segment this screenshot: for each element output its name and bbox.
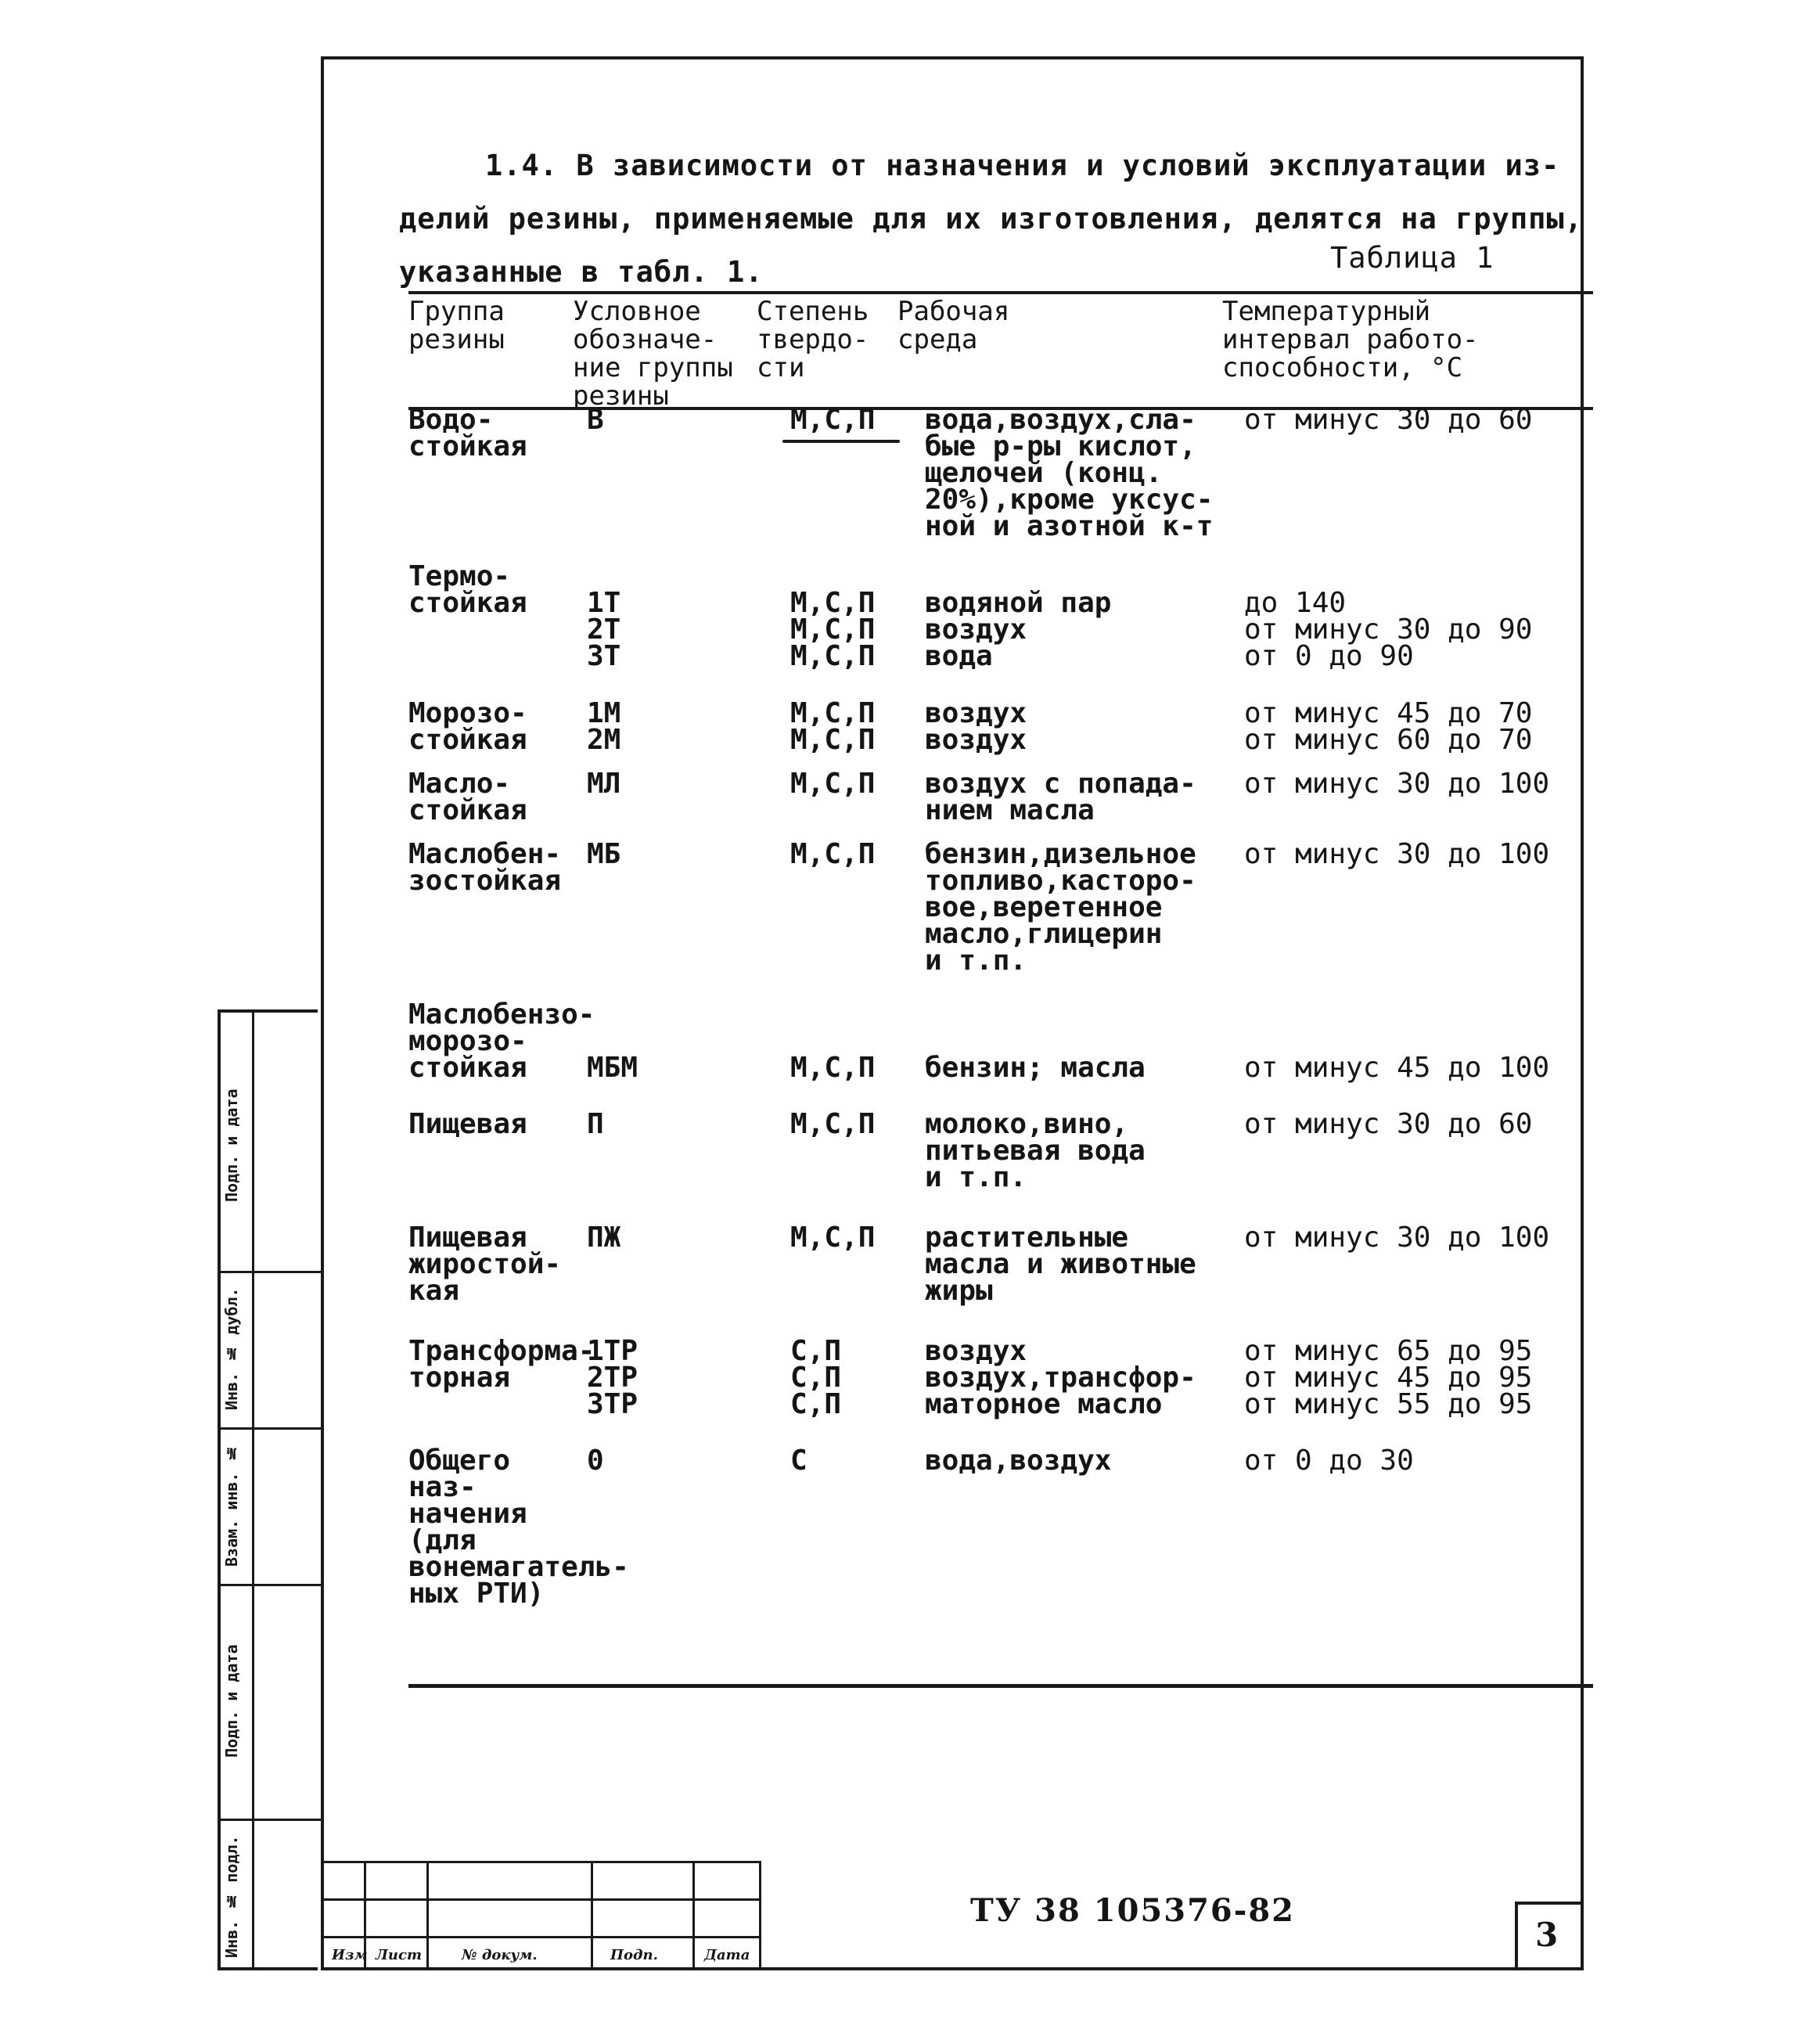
margin-divider — [221, 1819, 321, 1821]
cell-hardness: М,С,П — [790, 404, 876, 436]
table-bottom-rule — [408, 1684, 1593, 1688]
title-block-line — [692, 1861, 695, 1970]
caption-data: Дата — [704, 1947, 750, 1963]
header-group: Группа резины — [408, 296, 505, 355]
cell-temp: от минус 30 до 100 — [1244, 768, 1550, 800]
cell-medium: бензин,дизельное топливо,касторо- вое,веретенное масло,глицерин и т.п. — [925, 838, 1196, 977]
cell-hardness: М,С,П — [790, 1222, 876, 1254]
title-block-line — [591, 1861, 593, 1970]
cell-group: Масло- стойкая — [408, 768, 527, 826]
header-code: Условное обозначе- ние группы резины — [573, 296, 733, 412]
cell-hardness: М,С,П — [790, 768, 876, 800]
table-label: Таблица 1 — [1330, 241, 1494, 275]
cell-group: Маслобензо- морозо- стойкая — [408, 999, 595, 1084]
cell-hardness: М,С,П — [790, 838, 876, 870]
margin-divider — [221, 1584, 321, 1586]
cell-medium: молоко,вино, питьевая вода и т.п. — [925, 1108, 1146, 1193]
intro-line-1: 1.4. В зависимости от назначения и условий эксплуатации из- — [485, 149, 1560, 182]
cell-temp: от минус 45 до 100 — [1244, 1052, 1550, 1084]
cell-temp: от минус 30 до 100 — [1244, 1222, 1550, 1254]
cell-code: В — [587, 404, 604, 436]
margin-divider — [221, 1427, 321, 1430]
cell-hardness: С — [790, 1445, 807, 1477]
title-block — [321, 1861, 1584, 1970]
cell-temp: от минус 30 до 60 — [1244, 1108, 1533, 1140]
caption-doc: № докум. — [462, 1947, 538, 1963]
header-temp: Температурный интервал работо- способности, °С — [1222, 296, 1479, 383]
cell-medium: вода,воздух — [925, 1445, 1112, 1477]
margin-field-podp-data-2: Подп. и дата — [222, 1088, 241, 1203]
header-hardness: Степень твердо- сти — [757, 296, 869, 383]
sheet-number: 3 — [1535, 1916, 1559, 1954]
margin-field-vzam-inv: Взам. инв. № — [222, 1444, 241, 1567]
cell-code: 1Т 2Т 3Т — [587, 587, 621, 672]
cell-code: 0 — [587, 1445, 604, 1477]
cell-group: Маслобен- зостойкая — [408, 838, 562, 897]
rubber-groups-table — [408, 296, 1574, 1610]
cell-temp: от минус 30 до 100 — [1244, 838, 1550, 870]
margin-divider — [221, 1271, 321, 1273]
cell-medium: вода,воздух,сла- бые р-ры кислот, щелочей (конц. 20%),кроме уксус- ной и азотной к-т — [925, 404, 1214, 542]
cell-medium: бензин; масла — [925, 1052, 1146, 1084]
margin-stamp — [218, 1009, 318, 1970]
caption-list: Лист — [376, 1947, 423, 1963]
handwritten-underline — [782, 440, 900, 443]
margin-field-inv-podl: Инв. № подл. — [222, 1835, 241, 1959]
cell-group: Пищевая — [408, 1108, 527, 1140]
cell-code: МЛ — [587, 768, 621, 800]
intro-line-2: делий резины, применяемые для их изготовления, делятся на группы, — [399, 202, 1583, 236]
cell-code: ПЖ — [587, 1222, 621, 1254]
cell-temp: от 0 до 30 — [1244, 1445, 1414, 1477]
document-number: ТУ 38 105376-82 — [970, 1892, 1295, 1929]
cell-group: Морозо- стойкая — [408, 697, 527, 756]
margin-field-inv-dubl: Инв. № дубл. — [222, 1287, 241, 1411]
cell-medium: воздух воздух,трансфор- маторное масло — [925, 1335, 1196, 1420]
table-header — [408, 296, 1574, 412]
intro-paragraph — [399, 139, 1583, 299]
cell-code: 1М 2М — [587, 697, 621, 756]
cell-medium: водяной пар воздух вода — [925, 587, 1112, 672]
title-block-line — [426, 1861, 429, 1970]
cell-hardness: М,С,П — [790, 1052, 876, 1084]
cell-hardness: С,П С,П С,П — [790, 1335, 842, 1420]
cell-code: МБМ — [587, 1052, 638, 1084]
intro-line-3: указанные в табл. 1. — [399, 255, 764, 289]
table-top-rule — [408, 291, 1593, 294]
cell-hardness: М,С,П М,С,П — [790, 697, 876, 756]
cell-medium: растительные масла и животные жиры — [925, 1222, 1196, 1307]
cell-code: П — [587, 1108, 604, 1140]
cell-temp: от минус 30 до 60 — [1244, 404, 1533, 436]
title-block-line — [759, 1861, 761, 1970]
margin-field-podp-data: Подп. и дата — [222, 1644, 241, 1758]
cell-group: Водо- стойкая — [408, 404, 527, 462]
cell-medium: воздух с попада- нием масла — [925, 768, 1196, 826]
cell-group: Термо- стойкая — [408, 560, 527, 619]
cell-hardness: М,С,П — [790, 1108, 876, 1140]
cell-temp: от минус 65 до 95 от минус 45 до 95 от минус 55 до 95 — [1244, 1335, 1533, 1420]
cell-medium: воздух воздух — [925, 697, 1027, 756]
cell-hardness: М,С,П М,С,П М,С,П — [790, 587, 876, 672]
cell-temp: до 140 от минус 30 до 90 от 0 до 90 — [1244, 587, 1533, 672]
cell-code: 1ТР 2ТР 3ТР — [587, 1335, 638, 1420]
caption-izm: Изм — [332, 1947, 368, 1963]
cell-temp: от минус 45 до 70 от минус 60 до 70 — [1244, 697, 1533, 756]
margin-divider — [252, 1013, 254, 1967]
cell-group: Общего наз- начения (для вонемагатель- ных РТИ) — [408, 1445, 629, 1610]
caption-podp: Подп. — [610, 1947, 658, 1963]
header-medium: Рабочая среда — [897, 296, 1010, 355]
cell-group: Трансформа- торная — [408, 1335, 595, 1394]
cell-code: МБ — [587, 838, 621, 870]
cell-group: Пищевая жиростой- кая — [408, 1222, 562, 1307]
